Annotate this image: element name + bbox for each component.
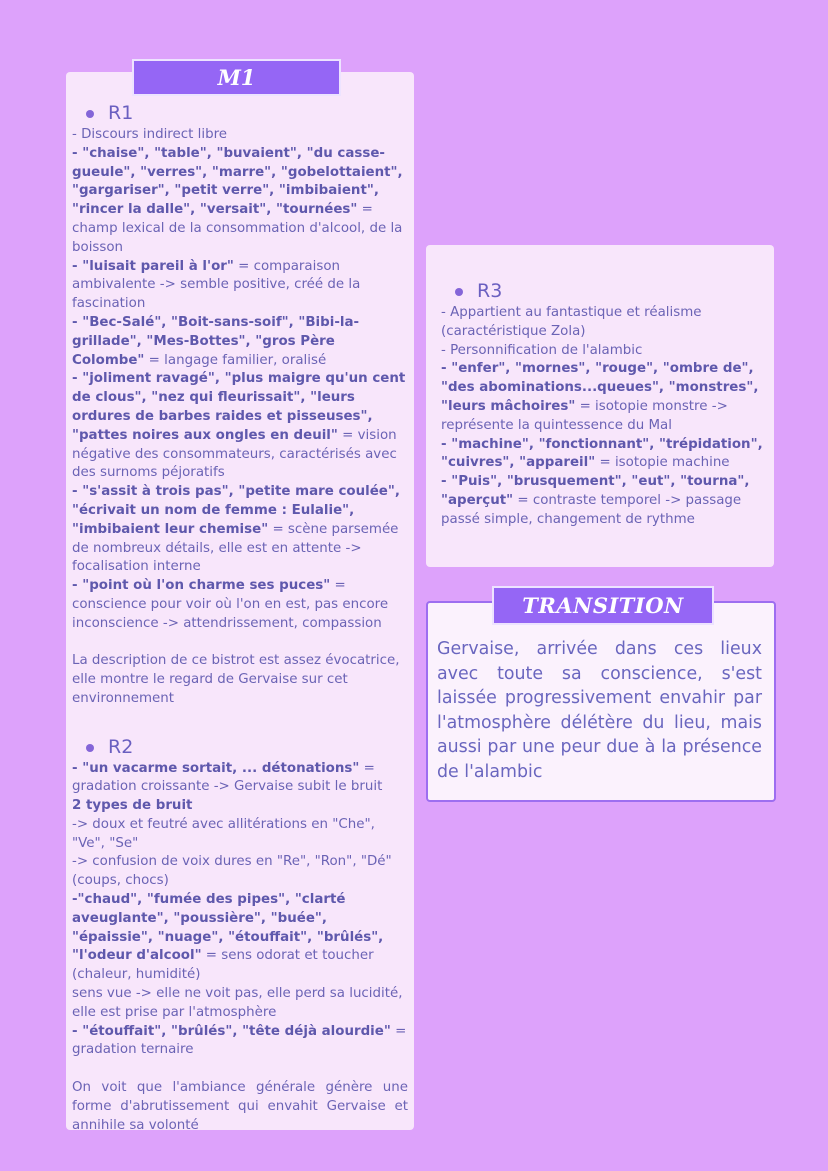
- r1-conclusion: La description de ce bistrot est assez évocatrice, elle montre le regard de Gervaise sur cet environnement: [72, 653, 400, 706]
- r3-content: [441, 278, 769, 530]
- transition-title: TRANSITION: [492, 586, 714, 625]
- r1-point: - "chaise", "table", "buvaient", "du casse-gueule", "verres", "marre", "gobelottaient", "gargariser", "petit verre", "imbibaient", "rincer la dalle", "versait", "tournées" = champ lexical de la consommation d'alcool, de la boisson: [72, 145, 403, 255]
- r3-point: - Appartient au fantastique et réalisme (caractéristique Zola): [441, 305, 702, 339]
- r2-heading: R2: [84, 734, 408, 760]
- r1-heading: R1: [84, 100, 408, 126]
- r3-point: - "enfer", "mornes", "rouge", "ombre de", "des abominations...queues", "monstres", "leurs mâchoires" = isotopie monstre -> représente la quintessence du Mal: [441, 361, 759, 433]
- r2-point: sens vue -> elle ne voit pas, elle perd sa lucidité, elle est prise par l'atmosphère: [72, 986, 403, 1020]
- r2-point: -> confusion de voix dures en "Re", "Ron", "Dé" (coups, chocs): [72, 854, 392, 889]
- r3-point: - Personnification de l'alambic: [441, 342, 643, 358]
- r2-point: 2 types de bruit: [72, 798, 193, 814]
- m1-title: M1: [132, 59, 341, 96]
- r3-point: - "machine", "fonctionnant", "trépidation", "cuivres", "appareil" = isotopie machine: [441, 436, 763, 471]
- r1-point: - Discours indirect libre: [72, 127, 228, 142]
- r3-point: - "Puis", "brusquement", "eut", "tourna", "aperçut" = contraste temporel -> passage passé simple, changement de rythme: [441, 474, 750, 527]
- r2-point: -> doux et feutré avec allitérations en "Che", "Ve", "Se": [72, 816, 375, 851]
- r1-point: - "point où l'on charme ses puces" = conscience pour voir où l'on en est, pas encore inconscience -> attendrissement, compassion: [72, 578, 389, 631]
- r2-point: - "un vacarme sortait, ... détonations" = gradation croissante -> Gervaise subit le bruit: [72, 760, 383, 795]
- r2-point: - "étouffait", "brûlés", "tête déjà alourdie" = gradation ternaire: [72, 1023, 407, 1058]
- r1-point: - "joliment ravagé", "plus maigre qu'un cent de clous", "nez qui fleurissait", "leurs ordures de barbes raides et pisseuses", "pattes noires aux ongles en deuil" = vision négative des consommateurs, caractérisés avec des surnoms péjoratifs: [72, 371, 406, 481]
- r2-conclusion: On voit que l'ambiance générale génère une forme d'abrutissement qui envahit Gervaise et annihile sa volonté: [72, 1080, 408, 1133]
- m1-content: [72, 100, 408, 1135]
- r1-point: - "Bec-Salé", "Boit-sans-soif", "Bibi-la-grillade", "Mes-Bottes", "gros Père Colombe" = langage familier, oralisé: [72, 314, 360, 368]
- r1-point: - "s'assit à trois pas", "petite mare coulée", "écrivait un nom de femme : Eulalie", "imbibaient leur chemise" = scène parsemée de nombreux détails, elle est en attente -> focalisation interne: [72, 484, 400, 575]
- r1-point: - "luisait pareil à l'or" = comparaison ambivalente -> semble positive, créé de la fascination: [72, 258, 361, 312]
- transition-text: Gervaise, arrivée dans ces lieux avec toute sa conscience, s'est laissée progressivement envahir par l'atmosphère délétère du lieu, mais aussi par une peur due à la présence de l'alambic: [437, 639, 762, 782]
- r2-point: -"chaud", "fumée des pipes", "clarté aveuglante", "poussière", "buée", "épaissie", "nuage", "étouffait", "brûlés", "l'odeur d'alcool" = sens odorat et toucher (chaleur, humidité): [72, 892, 384, 983]
- r3-heading: R3: [453, 278, 769, 304]
